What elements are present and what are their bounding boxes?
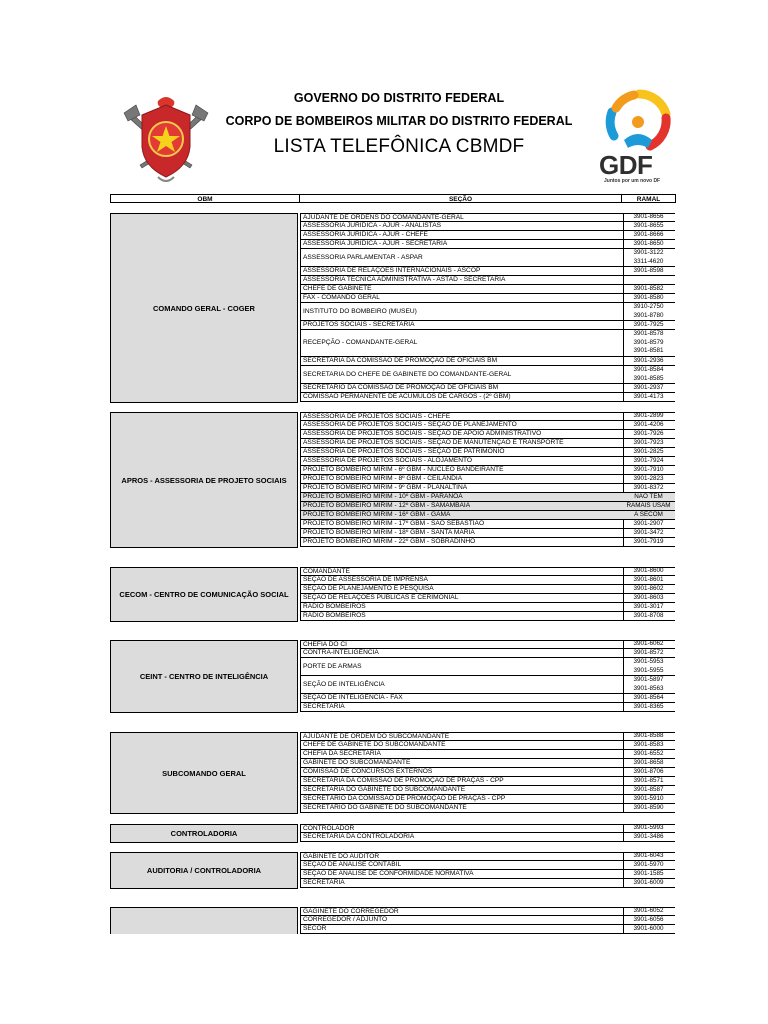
ramal-cell [622, 777, 675, 785]
table-row [300, 576, 675, 585]
ramal-cell [622, 366, 675, 383]
ramal-number: 3901-8601 [633, 575, 664, 583]
ramal-cell [622, 741, 675, 749]
ramal-cell [622, 568, 675, 575]
ramal-cell [622, 276, 675, 284]
secao-cell: AJUDANTE DE ORDENS DO COMANDANTE-GERAL [300, 214, 624, 221]
ramal-number: 3901-4206 [633, 420, 664, 428]
ramal-number: 3901-8580 [633, 293, 664, 301]
table-row [300, 594, 675, 603]
secao-cell: SECRETARIO DA COMISSAO DE PROMOÇÃO DE OFICIAIS BM [300, 384, 624, 392]
ramal-cell [622, 529, 675, 537]
secao-cell: CHEFIA DA SECRETARIA [300, 750, 624, 758]
secao-cell: PROJETO BOMBEIRO MIRIM - 16º GBM - GAMA [300, 511, 624, 519]
secao-cell: SEÇÃO DE PLANEJAMENTO E PESQUISA [300, 585, 624, 593]
ramal-number: 3901-8587 [633, 785, 664, 793]
table-row [300, 759, 675, 768]
ramal-number: 3901-5897 [633, 676, 664, 684]
ramal-number: 3901-8581 [633, 347, 664, 355]
column-header-secao: SEÇÃO [299, 194, 622, 203]
secao-cell: SECRETARIA [300, 703, 624, 711]
gdf-logo-text: GDF [599, 150, 653, 180]
page-title: LISTA TELEFÔNICA CBMDF [273, 136, 525, 157]
ramal-cell [622, 585, 675, 593]
table-row [300, 879, 675, 888]
secao-cell: RECEPÇÃO - COMANDANTE-GERAL [300, 330, 624, 356]
ramal-cell [622, 421, 675, 429]
secao-cell: ASSESSORIA DE PROJETOS SOCIAIS - SEÇÃO DE MANUTENÇÃO E TRANSPORTE [300, 439, 624, 447]
ramal-number: 3901-8658 [633, 758, 664, 766]
ramal-number: 3910-2750 [633, 303, 664, 311]
secao-cell: SECRETARIA [300, 879, 624, 887]
secao-cell: PROJETO BOMBEIRO MIRIM - 6º GBM - NÚCLEO BANDEIRANTE [300, 466, 624, 474]
secao-cell: PROJETO BOMBEIRO MIRIM - 8º GBM - CEILÂNDIA [300, 475, 624, 483]
table-row [300, 466, 675, 475]
gdf-slogan: Juntos por um novo DF [604, 178, 661, 184]
cbmdf-emblem-icon [120, 95, 212, 187]
ramal-number: 3311-4620 [633, 257, 664, 265]
section-block [110, 852, 675, 889]
table-row [300, 276, 675, 285]
ramal-number: 3901-8600 [633, 567, 664, 575]
ramal-number: 3901-8578 [633, 330, 664, 338]
ramal-number: 3901-8571 [633, 776, 664, 784]
ramal-cell [622, 357, 675, 365]
ramal-number: 3901-5910 [633, 794, 664, 802]
ramal-number: 3901-8708 [633, 611, 664, 619]
ramal-number: 3901-8582 [633, 284, 664, 292]
table-row [300, 603, 675, 612]
secao-cell: SECRETÁRIO DO GABINETE DO SUBCOMANDANTE [300, 804, 624, 812]
table-row [300, 294, 675, 303]
ramal-cell [622, 694, 675, 702]
secao-cell: ASSESSORIA JURIDICA - AJUR - ANALISTAS [300, 222, 624, 230]
table-row [300, 925, 675, 934]
secao-cell: SEÇÃO DE ASSESSORIA DE IMPRENSA [300, 576, 624, 584]
secao-cell: SEÇÃO DE ANALISE DE CONFORMIDADE NORMATIVA [300, 870, 624, 878]
ramal-number: 3901-5953 [633, 658, 664, 666]
secao-cell: GABINETE DO AUDITOR [300, 853, 624, 860]
ramal-cell [622, 493, 675, 501]
ramal-number: 3901-5970 [633, 860, 664, 868]
ramal-number: 3901-8372 [633, 483, 664, 491]
ramal-cell [622, 576, 675, 584]
table-row [300, 649, 675, 658]
secao-cell: ASSESSORIA DE PROJETOS SOCIAIS - ALOJAMENTO [300, 457, 624, 465]
table-row [300, 907, 675, 916]
ramal-cell [622, 786, 675, 794]
table-row [300, 330, 675, 357]
section-block [110, 213, 675, 403]
table-row [300, 502, 675, 511]
secao-cell: PROJETO BOMBEIRO MIRIM - 9º GBM - PLANALTINA [300, 484, 624, 492]
column-header-ramal: RAMAL [621, 194, 676, 203]
secao-cell: ASSESSORIA JURIDICA - AJUR - CHEFE [300, 231, 624, 239]
ramal-cell [622, 676, 675, 693]
ramal-number: 3901-7924 [633, 456, 664, 464]
ramal-number: 3901-5993 [633, 824, 664, 832]
column-header-obm: OBM [110, 194, 300, 203]
table-row [300, 529, 675, 538]
ramal-number: 3901-8780 [633, 311, 664, 319]
table-row [300, 384, 675, 393]
ramal-cell [622, 384, 675, 392]
ramal-number: 3901-8650 [633, 239, 664, 247]
ramal-number: RAMAIS USAM [626, 501, 671, 509]
table-row [300, 430, 675, 439]
header-organization: CORPO DE BOMBEIROS MILITAR DO DISTRITO FEDERAL [225, 114, 573, 128]
ramal-cell [622, 439, 675, 447]
ramal-number: 3901-7923 [633, 438, 664, 446]
secao-cell: CORREGEDOR / ADJUNTO [300, 916, 624, 924]
secao-cell: RÁDIO BOMBEIROS [300, 612, 624, 620]
table-row [300, 520, 675, 529]
secao-cell: COMISSÃO DE CONCURSOS EXTERNOS [300, 768, 624, 776]
ramal-cell [622, 321, 675, 329]
secao-cell: CHEFIA DO CI [300, 641, 624, 648]
ramal-number: 3901-2825 [633, 447, 664, 455]
table-row [300, 439, 675, 448]
table-row [300, 870, 675, 879]
ramal-number: 3901-8656 [633, 213, 664, 221]
obm-cell [110, 907, 298, 934]
ramal-number: 3901-6009 [633, 878, 664, 886]
secao-cell: CONTRA-INTELIGÊNCIA [300, 649, 624, 657]
ramal-cell [622, 484, 675, 492]
ramal-cell [622, 612, 675, 620]
secao-cell: PROJETO BOMBEIRO MIRIM - 18º GBM - SANTA MARIA [300, 529, 624, 537]
table-row [300, 694, 675, 703]
table-row [300, 750, 675, 759]
table-row [300, 916, 675, 925]
table-row [300, 777, 675, 786]
ramal-number: 3901-8583 [633, 740, 664, 748]
secao-cell: ASSESSORIA DE RELAÇÕES INTERNACIONAIS - ASCOP [300, 267, 624, 275]
table-row [300, 732, 675, 741]
table-row [300, 852, 675, 861]
table-row [300, 267, 675, 276]
ramal-cell [622, 511, 675, 519]
ramal-cell [622, 520, 675, 528]
ramal-number: 3901-7910 [633, 465, 664, 473]
section-rows [300, 852, 675, 888]
secao-cell: ASSESSORIA DE PROJETOS SOCIAIS - SEÇÃO DE APOIO ADMINISTRATIVO [300, 430, 624, 438]
secao-cell: SECRETARIA DA CONTROLADORIA [300, 833, 624, 841]
ramal-number: 3901-8564 [633, 693, 664, 701]
ramal-cell [622, 703, 675, 711]
ramal-cell [622, 285, 675, 293]
ramal-number: 3901-6000 [633, 924, 664, 932]
ramal-number: 3901-8588 [633, 732, 664, 740]
secao-cell: SECRETÁRIO DA COMISSÃO DE PROMOÇÃO DE PRAÇAS - CPP [300, 795, 624, 803]
ramal-number: 3901-6052 [633, 907, 664, 915]
ramal-number: 3901-2823 [633, 474, 664, 482]
ramal-cell [622, 267, 675, 275]
ramal-cell [622, 879, 675, 887]
obm-cell: AUDITORIA / CONTROLADORIA [110, 852, 298, 889]
table-row [300, 366, 675, 384]
table-row [300, 448, 675, 457]
secao-cell: SEÇÃO DE RELAÇÕES PÚBLICAS E CERIMONIAL [300, 594, 624, 602]
table-row [300, 567, 675, 576]
table-row [300, 357, 675, 366]
table-row [300, 484, 675, 493]
table-row [300, 321, 675, 330]
section-rows [300, 640, 675, 712]
table-row [300, 421, 675, 430]
section-block [110, 412, 675, 548]
section-rows [300, 907, 675, 934]
ramal-number: 3901-3122 [633, 249, 664, 257]
secao-cell: ASSESSORIA JURIDICA - AJUR - SECRETARIA [300, 240, 624, 248]
table-row [300, 824, 675, 833]
ramal-number: 3901-8584 [633, 366, 664, 374]
table-row [300, 804, 675, 813]
secao-cell: ASSESSORIA PARLAMENTAR - ASPAR [300, 249, 624, 266]
section-block [110, 567, 675, 622]
table-row [300, 612, 675, 621]
section-block [110, 640, 675, 713]
section-block [110, 732, 675, 814]
secao-cell: AJUDANTE DE ORDEM DO SUBCOMANDANTE [300, 733, 624, 740]
obm-cell: SUBCOMANDO GERAL [110, 732, 298, 814]
ramal-cell [622, 804, 675, 812]
ramal-number: 3901-2907 [633, 519, 664, 527]
table-row [300, 658, 675, 676]
secao-cell: ASSESSORIA DE PROJETOS SOCIAIS - SEÇÃO DE PATRIMÔNIO [300, 448, 624, 456]
ramal-cell [622, 853, 675, 860]
ramal-number: 3901-8585 [633, 374, 664, 382]
ramal-cell [622, 603, 675, 611]
ramal-cell [622, 231, 675, 239]
ramal-number: 3901-8598 [633, 266, 664, 274]
secao-cell: COMANDANTE [300, 568, 624, 575]
secao-cell: SEÇÃO DE INTELIGÊNCIA [300, 676, 624, 693]
ramal-cell [622, 768, 675, 776]
secao-cell: INSTITUTO DO BOMBEIRO (MUSEU) [300, 303, 624, 320]
table-row [300, 640, 675, 649]
table-row [300, 493, 675, 502]
ramal-cell [622, 475, 675, 483]
ramal-cell [622, 825, 675, 832]
secao-cell: PROJETO BOMBEIRO MIRIM - 17º GBM - SÃO SEBASTIÃO [300, 520, 624, 528]
section-rows [300, 567, 675, 621]
secao-cell: PORTE DE ARMAS [300, 658, 624, 675]
table-row [300, 741, 675, 750]
obm-cell: CEINT - CENTRO DE INTELIGÊNCIA [110, 640, 298, 713]
table-row [300, 231, 675, 240]
table-row [300, 303, 675, 321]
ramal-number: 3901-6552 [633, 749, 664, 757]
ramal-number: 3901-2936 [633, 356, 664, 364]
ramal-number: 3901-8563 [633, 684, 664, 692]
ramal-number: 3901-6043 [633, 852, 664, 860]
obm-cell: CECOM - CENTRO DE COMUNICAÇÃO SOCIAL [110, 567, 298, 622]
ramal-cell [622, 214, 675, 221]
ramal-number: 3901-7919 [633, 537, 664, 545]
ramal-cell [622, 457, 675, 465]
ramal-cell [622, 222, 675, 230]
secao-cell: SEÇÃO DE INTELIGÊNCIA - FAX [300, 694, 624, 702]
ramal-number: 3901-5955 [633, 666, 664, 674]
ramal-cell [622, 925, 675, 933]
table-row [300, 703, 675, 712]
secao-cell: CHEFE DE GABINETE DO SUBCOMANDANTE [300, 741, 624, 749]
ramal-number: 3901-8655 [633, 221, 664, 229]
table-row [300, 786, 675, 795]
header-government: GOVERNO DO DISTRITO FEDERAL [293, 91, 505, 105]
secao-cell: PROJETO BOMBEIRO MIRIM - 22º GBM - SOBRADINHO [300, 538, 624, 546]
table-row [300, 222, 675, 231]
section-rows [300, 412, 675, 547]
ramal-number: 3901-7926 [633, 429, 664, 437]
table-row [300, 457, 675, 466]
ramal-cell [622, 393, 675, 401]
ramal-number: 3901-8365 [633, 702, 664, 710]
ramal-cell [622, 759, 675, 767]
ramal-cell [622, 649, 675, 657]
secao-cell: SECOR [300, 925, 624, 933]
secao-cell: ASSESSORIA DE PROJETOS SOCIAIS - SEÇÃO DE PLANEJAMENTO [300, 421, 624, 429]
section-rows [300, 732, 675, 813]
ramal-number: 3901-6056 [633, 915, 664, 923]
ramal-number: 3901-3472 [633, 528, 664, 536]
ramal-number: 3901-8579 [633, 338, 664, 346]
ramal-number: 3901-2899 [633, 412, 664, 420]
ramal-cell [622, 330, 675, 356]
ramal-cell [622, 795, 675, 803]
ramal-number: 3901-8603 [633, 593, 664, 601]
ramal-cell [622, 430, 675, 438]
ramal-cell [622, 448, 675, 456]
ramal-cell [622, 538, 675, 546]
ramal-cell [622, 861, 675, 869]
secao-cell: RÁDIO BOMBEIROS [300, 603, 624, 611]
ramal-cell [622, 303, 675, 320]
ramal-number: 3901-6062 [633, 640, 664, 648]
section-block [110, 907, 675, 934]
ramal-cell [622, 502, 675, 510]
ramal-cell [622, 641, 675, 648]
table-row [300, 585, 675, 594]
secao-cell: ASSESSORIA DE PROJETOS SOCIAIS - CHEFE [300, 413, 624, 420]
ramal-number: 3901-8706 [633, 767, 664, 775]
ramal-cell [622, 833, 675, 841]
ramal-number: A SECOM [634, 510, 663, 518]
ramal-cell [622, 594, 675, 602]
ramal-cell [622, 294, 675, 302]
table-row [300, 861, 675, 870]
secao-cell: CHEFE DE GABINETE [300, 285, 624, 293]
table-row [300, 213, 675, 222]
table-row [300, 676, 675, 694]
ramal-cell [622, 413, 675, 420]
ramal-cell [622, 466, 675, 474]
ramal-cell [622, 916, 675, 924]
secao-cell: SECRETARIA DA COMISSÃO DE PROMOÇÃO DE OFICIAIS BM [300, 357, 624, 365]
table-row [300, 795, 675, 804]
ramal-cell [622, 870, 675, 878]
ramal-number: 3901-8572 [633, 648, 664, 656]
secao-cell: PROJETO BOMBEIRO MIRIM - 10º GBM - PARANOÁ [300, 493, 624, 501]
ramal-cell [622, 240, 675, 248]
ramal-cell [622, 733, 675, 740]
ramal-number: 3901-8590 [633, 803, 664, 811]
ramal-number: 3901-1585 [633, 869, 664, 877]
ramal-number: NÃO TEM [634, 492, 663, 500]
section-rows [300, 824, 675, 842]
table-row [300, 768, 675, 777]
secao-cell: FAX - COMANDO GERAL [300, 294, 624, 302]
secao-cell: SEÇÃO DE ANALISE CONTÁBIL [300, 861, 624, 869]
obm-cell: CONTROLADORIA [110, 824, 298, 843]
table-row [300, 833, 675, 842]
section-rows [300, 213, 675, 402]
table-row [300, 511, 675, 520]
secao-cell: ASSESSORIA TÉCNICA ADMINISTRATIVA - ASTAD - SECRETARIA [300, 276, 624, 284]
ramal-number: 3901-3017 [633, 602, 664, 610]
ramal-number: 3901-4173 [633, 392, 664, 400]
table-row [300, 475, 675, 484]
ramal-number: 3901-3486 [633, 832, 664, 840]
secao-cell: PROJETOS SOCIAIS - SECRETARIA [300, 321, 624, 329]
ramal-number: 3901-2937 [633, 383, 664, 391]
ramal-cell [622, 249, 675, 266]
secao-cell: COMISSÃO PERMANENTE DE ACUMULOS DE CARGOS - (2º GBM) [300, 393, 624, 401]
obm-cell: APROS - ASSESSORIA DE PROJETO SOCIAIS [110, 412, 298, 548]
ramal-cell [622, 908, 675, 915]
table-row [300, 393, 675, 402]
ramal-cell [622, 750, 675, 758]
ramal-number: 3901-8666 [633, 230, 664, 238]
table-row [300, 240, 675, 249]
table-row [300, 538, 675, 547]
ramal-number: 3901-7925 [633, 320, 664, 328]
secao-cell: CONTROLADOR [300, 825, 624, 832]
section-block [110, 824, 675, 843]
obm-cell: COMANDO GERAL - COGER [110, 213, 298, 403]
ramal-number: 3901-8602 [633, 584, 664, 592]
secao-cell: SECRETARIA DO CHEFE DE GABINETE DO COMANDANTE-GERAL [300, 366, 624, 383]
secao-cell: GABINETE DO SUBCOMANDANTE [300, 759, 624, 767]
table-row [300, 285, 675, 294]
table-row [300, 412, 675, 421]
table-row [300, 249, 675, 267]
secao-cell: SECRETARIA DO GABINETE DO SUBCOMANDANTE [300, 786, 624, 794]
secao-cell: SECRETARIA DA COMISSÃO DE PROMOÇÃO DE PRAÇAS - CPP [300, 777, 624, 785]
secao-cell: PROJETO BOMBEIRO MIRIM - 12º GBM - SAMAMBAIA [300, 502, 624, 510]
secao-cell: GAGINETE DO CORREGEDOR [300, 908, 624, 915]
ramal-cell [622, 658, 675, 675]
